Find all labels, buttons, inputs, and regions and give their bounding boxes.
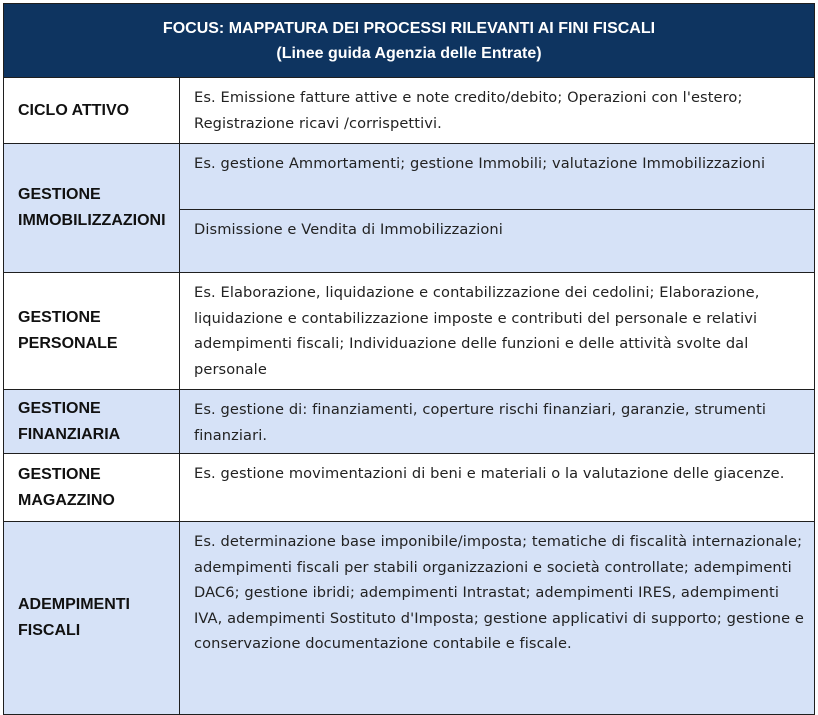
process-mapping-table: [3, 3, 815, 715]
row-description: [180, 390, 814, 453]
header-title: FOCUS: MAPPATURA DEI PROCESSI RILEVANTI AI FINI FISCALI: [162, 20, 656, 37]
table-row: [4, 78, 814, 144]
row-label: GESTIONE FINANZIARIA: [4, 390, 180, 453]
row-label: ADEMPIMENTI FISCALI: [4, 522, 180, 714]
description-cell: Es. gestione Ammortamenti; gestione Immobili; valutazione Immobilizzazioni: [194, 155, 766, 172]
row-label: GESTIONE MAGAZZINO: [4, 454, 180, 521]
description-cell: Dismissione e Vendita di Immobilizzazioni: [180, 209, 814, 272]
description-cell: Es. Emissione fatture attive e note credito/debito; Operazioni con l'estero; Registrazione ricavi /corrispettivi.: [194, 89, 743, 132]
row-label: GESTIONE PERSONALE: [4, 273, 180, 389]
header-subtitle: (Linee guida Agenzia delle Entrate): [276, 45, 542, 62]
table-row: [4, 144, 814, 273]
table-header: [4, 4, 814, 78]
row-description: [180, 522, 814, 714]
row-label: CICLO ATTIVO: [4, 78, 180, 143]
table-row: [4, 273, 814, 390]
description-cell: Es. gestione movimentazioni di beni e materiali o la valutazione delle giacenze.: [194, 465, 785, 482]
description-cell: Es. Elaborazione, liquidazione e contabilizzazione dei cedolini; Elaborazione, liquidazione e contabilizzazione imposte e contributi del personale e relativi adempimenti fiscali; Individuazione delle funzioni e delle attività svolte dal personale: [194, 284, 760, 378]
description-cell: Es. determinazione base imponibile/imposta; tematiche di fiscalità internazionale; adempimenti fiscali per stabili organizzazioni e società controllate; adempimenti DAC6; gestione ibridi; adempimenti Intrastat; adempimenti IRES, adempimenti IVA, adempimenti Sostituto d'Imposta; gestione applicativi di supporto; gestione e conservazione documentazione contabile e fiscale.: [194, 533, 804, 652]
row-description: [180, 454, 814, 521]
table-row: [4, 454, 814, 522]
table-row: [4, 522, 814, 714]
description-cell: Es. gestione di: finanziamenti, coperture rischi finanziari, garanzie, strumenti finanziari.: [194, 401, 767, 444]
row-description: [180, 144, 814, 272]
row-description: [180, 273, 814, 389]
table-row: [4, 390, 814, 454]
row-label: GESTIONE IMMOBILIZZAZIONI: [4, 144, 180, 272]
row-description: [180, 78, 814, 143]
